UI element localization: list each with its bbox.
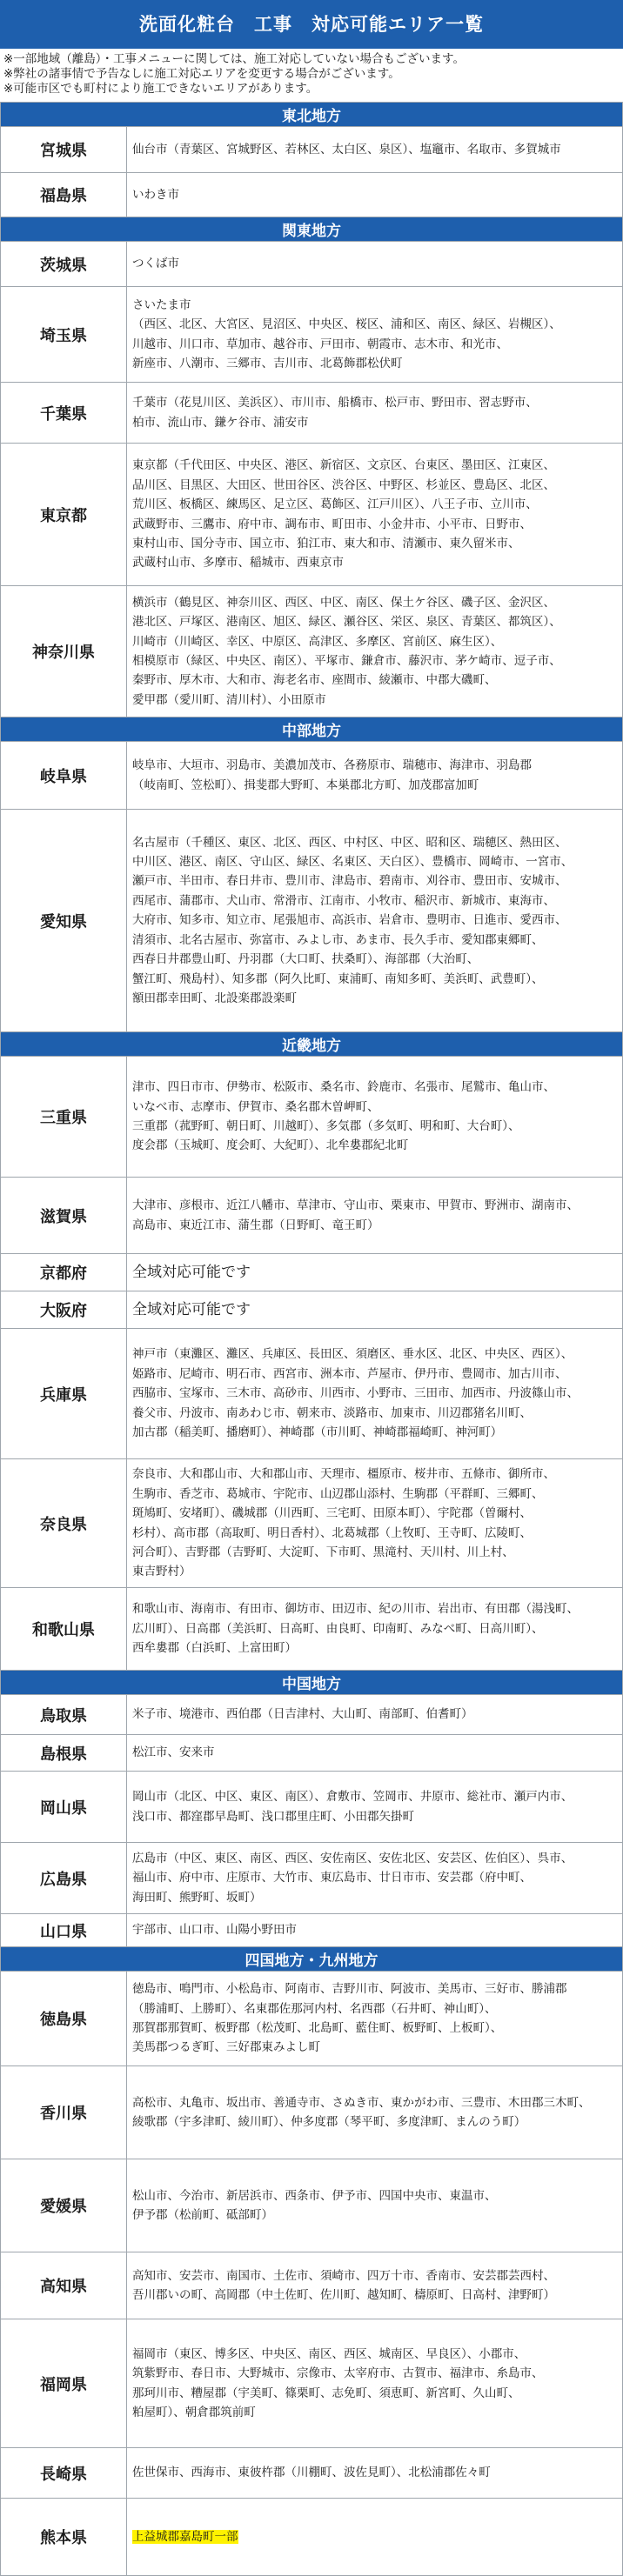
prefecture-row xyxy=(1,383,623,444)
prefecture-row xyxy=(1,1459,623,1588)
city-list xyxy=(127,2448,623,2499)
region-heading: 関東地方 xyxy=(1,217,623,242)
prefecture-name: 香川県 xyxy=(1,2066,127,2159)
prefecture-name: 徳島県 xyxy=(1,1972,127,2066)
prefecture-row xyxy=(1,1588,623,1671)
prefecture-row xyxy=(1,2499,623,2576)
prefecture-row xyxy=(1,173,623,217)
prefecture-name: 千葉県 xyxy=(1,383,127,444)
prefecture-name: 和歌山県 xyxy=(1,1588,127,1671)
prefecture-row xyxy=(1,742,623,810)
city-list-text: 岡山市（北区、中区、東区、南区）、倉敷市、笠岡市、井原市、総社市、瀬戸内市、 浅口市、都窪郡早島町、浅口郡里庄町、小田郡矢掛町 xyxy=(132,1790,573,1824)
city-list xyxy=(127,586,623,717)
prefecture-name: 三重県 xyxy=(1,1057,127,1178)
prefecture-row xyxy=(1,1329,623,1459)
region-row xyxy=(1,1947,623,1972)
prefecture-row xyxy=(1,1254,623,1291)
city-list-text: 津市、四日市市、伊勢市、松阪市、桑名市、鈴鹿市、名張市、尾鷲市、亀山市、 いなべ市、志摩市、伊賀市、桑名郡木曽岬町、 三重郡（菰野町、朝日町、川越町）、多気郡（多気町、明和町、大台町）、 度会郡（玉城町、度会町、大紀町）、北牟婁郡紀北町 xyxy=(132,1080,555,1153)
prefecture-row xyxy=(1,1057,623,1178)
region-row xyxy=(1,1032,623,1057)
city-list xyxy=(127,2499,623,2576)
city-list xyxy=(127,1588,623,1671)
prefecture-name: 島根県 xyxy=(1,1735,127,1772)
city-list-text: 高松市、丸亀市、坂出市、善通寺市、さぬき市、東かがわ市、三豊市、木田郡三木町、 綾歌郡（宇多津町、綾川町）、仲多度郡（琴平町、多度津町、まんのう町） xyxy=(132,2095,591,2129)
city-list-text: 岐阜市、大垣市、羽島市、美濃加茂市、各務原市、瑞穂市、海津市、羽島郡 （岐南町、笠松町）、揖斐郡大野町、本巣郡北方町、加茂郡富加町 xyxy=(132,758,532,792)
city-list xyxy=(127,173,623,217)
prefecture-name: 高知県 xyxy=(1,2252,127,2319)
city-list-text: 松山市、今治市、新居浜市、西条市、伊予市、四国中央市、東温市、 伊予郡（松前町、砥部町） xyxy=(132,2188,497,2222)
prefecture-name: 大阪府 xyxy=(1,1291,127,1329)
city-list xyxy=(127,742,623,810)
note-line: ※一部地域（離島）・工事メニューに関しては、施工対応していない場合もございます。 xyxy=(3,52,465,66)
prefecture-name: 福岡県 xyxy=(1,2319,127,2448)
city-list-text: 徳島市、鳴門市、小松島市、阿南市、吉野川市、阿波市、美馬市、三好市、勝浦郡 （勝浦町、上勝町）、名東郡佐那河内村、名西郡（石井町、神山町）、 那賀郡那賀町、板野郡（松茂町、北島町、藍住町、板野町、上板町）、 美馬郡つるぎ町、三好郡東みよし町 xyxy=(132,1982,567,2055)
city-list-text: 大津市、彦根市、近江八幡市、草津市、守山市、栗東市、甲賀市、野洲市、湖南市、 高島市、東近江市、蒲生郡（日野町、竜王町） xyxy=(132,1198,579,1232)
city-list xyxy=(127,1329,623,1459)
city-list xyxy=(127,1843,623,1914)
prefecture-name: 熊本県 xyxy=(1,2499,127,2576)
city-list xyxy=(127,1772,623,1843)
city-list-text: 全域対応可能です xyxy=(132,1263,251,1281)
prefecture-row xyxy=(1,810,623,1032)
region-heading: 中国地方 xyxy=(1,1671,623,1695)
prefecture-name: 愛知県 xyxy=(1,810,127,1032)
city-list xyxy=(127,2252,623,2319)
city-list xyxy=(127,287,623,383)
city-list-text: 宇部市、山口市、山陽小野田市 xyxy=(132,1923,297,1938)
city-list xyxy=(127,127,623,173)
prefecture-row xyxy=(1,1843,623,1914)
city-list-text: 松江市、安来市 xyxy=(132,1745,215,1760)
city-list-text: 神戸市（東灘区、灘区、兵庫区、長田区、須磨区、垂水区、北区、中央区、西区）、 姫路市、尼崎市、明石市、西宮市、洲本市、芦屋市、伊丹市、豊岡市、加古川市、 西脇市、宝塚市、三木市、高砂市、川西市、小野市、三田市、加西市、丹波篠山市、 養父市、丹波市、南あわじ市、朝来市、淡路市、加東市、川辺郡猪名川町、 加古郡（稲美町、播磨町）、神崎郡（市川町、神崎郡福崎町、神河町） xyxy=(132,1347,579,1440)
prefecture-row xyxy=(1,2319,623,2448)
prefecture-name: 茨城県 xyxy=(1,242,127,287)
prefecture-row xyxy=(1,444,623,586)
prefecture-row xyxy=(1,1972,623,2066)
prefecture-row xyxy=(1,127,623,173)
city-list-text: さいたま市 （西区、北区、大宮区、見沼区、中央区、桜区、浦和区、南区、緑区、岩槻区）、 川越市、川口市、草加市、越谷市、戸田市、朝霞市、志木市、和光市、 新座市、八潮市、三郷市、吉川市、北葛飾郡松伏町 xyxy=(132,297,561,370)
city-list xyxy=(127,1057,623,1178)
city-list-text: 奈良市、大和郡山市、大和郡山市、天理市、橿原市、桜井市、五條市、御所市、 生駒市、香芝市、葛城市、宇陀市、山辺郡山添村、生駒郡（平群町、三郷町、 斑鳩町、安堵町）、磯城郡（川西町、三宅町、田原本町）、宇陀郡（曽爾村、 杉村）、高市郡（高取町、明日香村）、北葛城郡（上牧町、王寺町、広陵町、 河合町）、吉野郡（吉野町、大淀町、下市町、黒滝村、天川村、川上村、 東吉野村） xyxy=(132,1467,555,1579)
city-list xyxy=(127,242,623,287)
region-heading: 四国地方・九州地方 xyxy=(1,1947,623,1972)
city-list xyxy=(127,2066,623,2159)
area-table xyxy=(0,102,623,2576)
city-list xyxy=(127,1735,623,1772)
note-line: ※弊社の諸事情で予告なしに施工対応エリアを変更する場合がございます。 xyxy=(3,67,400,81)
city-list xyxy=(127,1291,623,1329)
city-list-text: 名古屋市（千種区、東区、北区、西区、中村区、中区、昭和区、瑞穂区、熱田区、 中川区、港区、南区、守山区、緑区、名東区、天白区）、豊橋市、岡崎市、一宮市、 瀬戸市、半田市、春日井市、豊川市、津島市、碧南市、刈谷市、豊田市、安城市、 西尾市、蒲郡市、犬山市、常滑市、江南市、小牧市、稲沢市、新城市、東海市、 大府市、知多市、知立市、尾張旭市、高浜市、岩倉市、豊明市、日進市、愛西市、 清須市、北名古屋市、弥富市、みよし市、あま市、長久手市、愛知郡東郷町、 西春日井郡豊山町、丹羽郡（大口町、扶桑町）、海部郡（大治町、 蟹江町、飛島村）、知多郡（阿久比町、東浦町、南知多町、美浜町、武豊町）、 額田郡幸田町、北設楽郡設楽町 xyxy=(132,835,573,1005)
prefecture-name: 京都府 xyxy=(1,1254,127,1291)
city-list xyxy=(127,1695,623,1735)
city-list-text: 広島市（中区、東区、南区、西区、安佐南区、安佐北区、安芸区、佐伯区）、呉市、 福山市、府中市、庄原市、大竹市、東広島市、廿日市市、安芸郡（府中町、 海田町、熊野町、坂町） xyxy=(132,1851,573,1905)
prefecture-name: 鳥取県 xyxy=(1,1695,127,1735)
city-list xyxy=(127,1972,623,2066)
page-title: 洗面化粧台 工事 対応可能エリア一覧 xyxy=(0,0,623,49)
city-list xyxy=(127,1914,623,1947)
city-list xyxy=(127,444,623,586)
prefecture-name: 神奈川県 xyxy=(1,586,127,717)
region-heading: 近畿地方 xyxy=(1,1032,623,1057)
city-list-text: 横浜市（鶴見区、神奈川区、西区、中区、南区、保土ケ谷区、磯子区、金沢区、 港北区、戸塚区、港南区、旭区、緑区、瀬谷区、栄区、泉区、青葉区、都筑区）、 川崎市（川崎区、幸区、中原区、高津区、多摩区、宮前区、麻生区）、 相模原市（緑区、中央区、南区）、平塚市、鎌倉市、藤沢市、茅ケ崎市、逗子市、 秦野市、厚木市、大和市、海老名市、座間市、綾瀬市、中郡大磯町、 愛甲郡（愛川町、清川村）、小田原市 xyxy=(132,595,561,707)
city-list-text: 福岡市（東区、博多区、中央区、南区、西区、城南区、早良区）、小郡市、 筑紫野市、春日市、大野城市、宗像市、太宰府市、古賀市、福津市、糸島市、 那珂川市、糟屋郡（宇美町、篠栗町、志免町、須恵町、新宮町、久山町、 粕屋町）、朝倉郡筑前町 xyxy=(132,2346,544,2419)
note-line: ※可能市区でも町村により施工できないエリアがあります。 xyxy=(3,82,318,96)
prefecture-name: 岐阜県 xyxy=(1,742,127,810)
city-list-text: つくば市 xyxy=(132,257,179,271)
city-list xyxy=(127,383,623,444)
prefecture-name: 埼玉県 xyxy=(1,287,127,383)
prefecture-row xyxy=(1,586,623,717)
prefecture-row xyxy=(1,2252,623,2319)
region-heading: 中部地方 xyxy=(1,717,623,742)
prefecture-name: 滋賀県 xyxy=(1,1178,127,1254)
region-row xyxy=(1,103,623,127)
prefecture-name: 愛媛県 xyxy=(1,2159,127,2252)
region-row xyxy=(1,1671,623,1695)
region-row xyxy=(1,717,623,742)
prefecture-name: 福島県 xyxy=(1,173,127,217)
city-list xyxy=(127,2159,623,2252)
prefecture-name: 岡山県 xyxy=(1,1772,127,1843)
prefecture-name: 兵庫県 xyxy=(1,1329,127,1459)
prefecture-row xyxy=(1,1914,623,1947)
prefecture-row xyxy=(1,2159,623,2252)
prefecture-name: 宮城県 xyxy=(1,127,127,173)
prefecture-name: 山口県 xyxy=(1,1914,127,1947)
city-list-text: 高知市、安芸市、南国市、土佐市、須崎市、四万十市、香南市、安芸郡芸西村、 吾川郡いの町、高岡郡（中土佐町、佐川町、越知町、檮原町、日高村、津野町） xyxy=(132,2268,555,2302)
city-list xyxy=(127,1178,623,1254)
prefecture-row xyxy=(1,2066,623,2159)
prefecture-name: 東京都 xyxy=(1,444,127,586)
city-list xyxy=(127,2319,623,2448)
prefecture-name: 奈良県 xyxy=(1,1459,127,1588)
city-list-text: 米子市、境港市、西伯郡（日吉津村、大山町、南部町、伯耆町） xyxy=(132,1707,473,1722)
city-list-text: 和歌山市、海南市、有田市、御坊市、田辺市、紀の川市、岩出市、有田郡（湯浅町、 広川町）、日高郡（美浜町、日高町、由良町、印南町、みなべ町、日高川町）、 西牟婁郡（白浜町、上富田町） xyxy=(132,1602,579,1656)
prefecture-row xyxy=(1,1291,623,1329)
prefecture-row xyxy=(1,1178,623,1254)
city-list-text: 全域対応可能です xyxy=(132,1300,251,1318)
prefecture-row xyxy=(1,1735,623,1772)
notes xyxy=(0,49,623,102)
city-list-text: 上益城郡嘉島町一部 xyxy=(132,2529,238,2544)
prefecture-name: 長崎県 xyxy=(1,2448,127,2499)
prefecture-row xyxy=(1,2448,623,2499)
city-list-text: いわき市 xyxy=(132,187,179,202)
city-list-text: 東京都（千代田区、中央区、港区、新宿区、文京区、台東区、墨田区、江東区、 品川区、目黒区、大田区、世田谷区、渋谷区、中野区、杉並区、豊島区、北区、 荒川区、板橋区、練馬区、足立区、葛飾区、江戸川区）、八王子市、立川市、 武蔵野市、三鷹市、府中市、調布市、町田市、小金井市、小平市、日野市、 東村山市、国分寺市、国立市、狛江市、東大和市、清瀬市、東久留米市、 武蔵村山市、多摩市、稲城市、西東京市 xyxy=(132,458,555,571)
city-list xyxy=(127,1254,623,1291)
region-row xyxy=(1,217,623,242)
city-list-text: 仙台市（青葉区、宮城野区、若林区、太白区、泉区）、塩竈市、名取市、多賀城市 xyxy=(132,142,561,157)
prefecture-row xyxy=(1,242,623,287)
city-list xyxy=(127,810,623,1032)
city-list-text: 千葉市（花見川区、美浜区）、市川市、船橋市、松戸市、野田市、習志野市、 柏市、流山市、鎌ケ谷市、浦安市 xyxy=(132,396,538,430)
prefecture-row xyxy=(1,287,623,383)
prefecture-name: 広島県 xyxy=(1,1843,127,1914)
city-list xyxy=(127,1459,623,1588)
region-heading: 東北地方 xyxy=(1,103,623,127)
prefecture-row xyxy=(1,1695,623,1735)
city-list-text: 佐世保市、西海市、東彼杵郡（川棚町、波佐見町）、北松浦郡佐々町 xyxy=(132,2466,491,2480)
prefecture-row xyxy=(1,1772,623,1843)
